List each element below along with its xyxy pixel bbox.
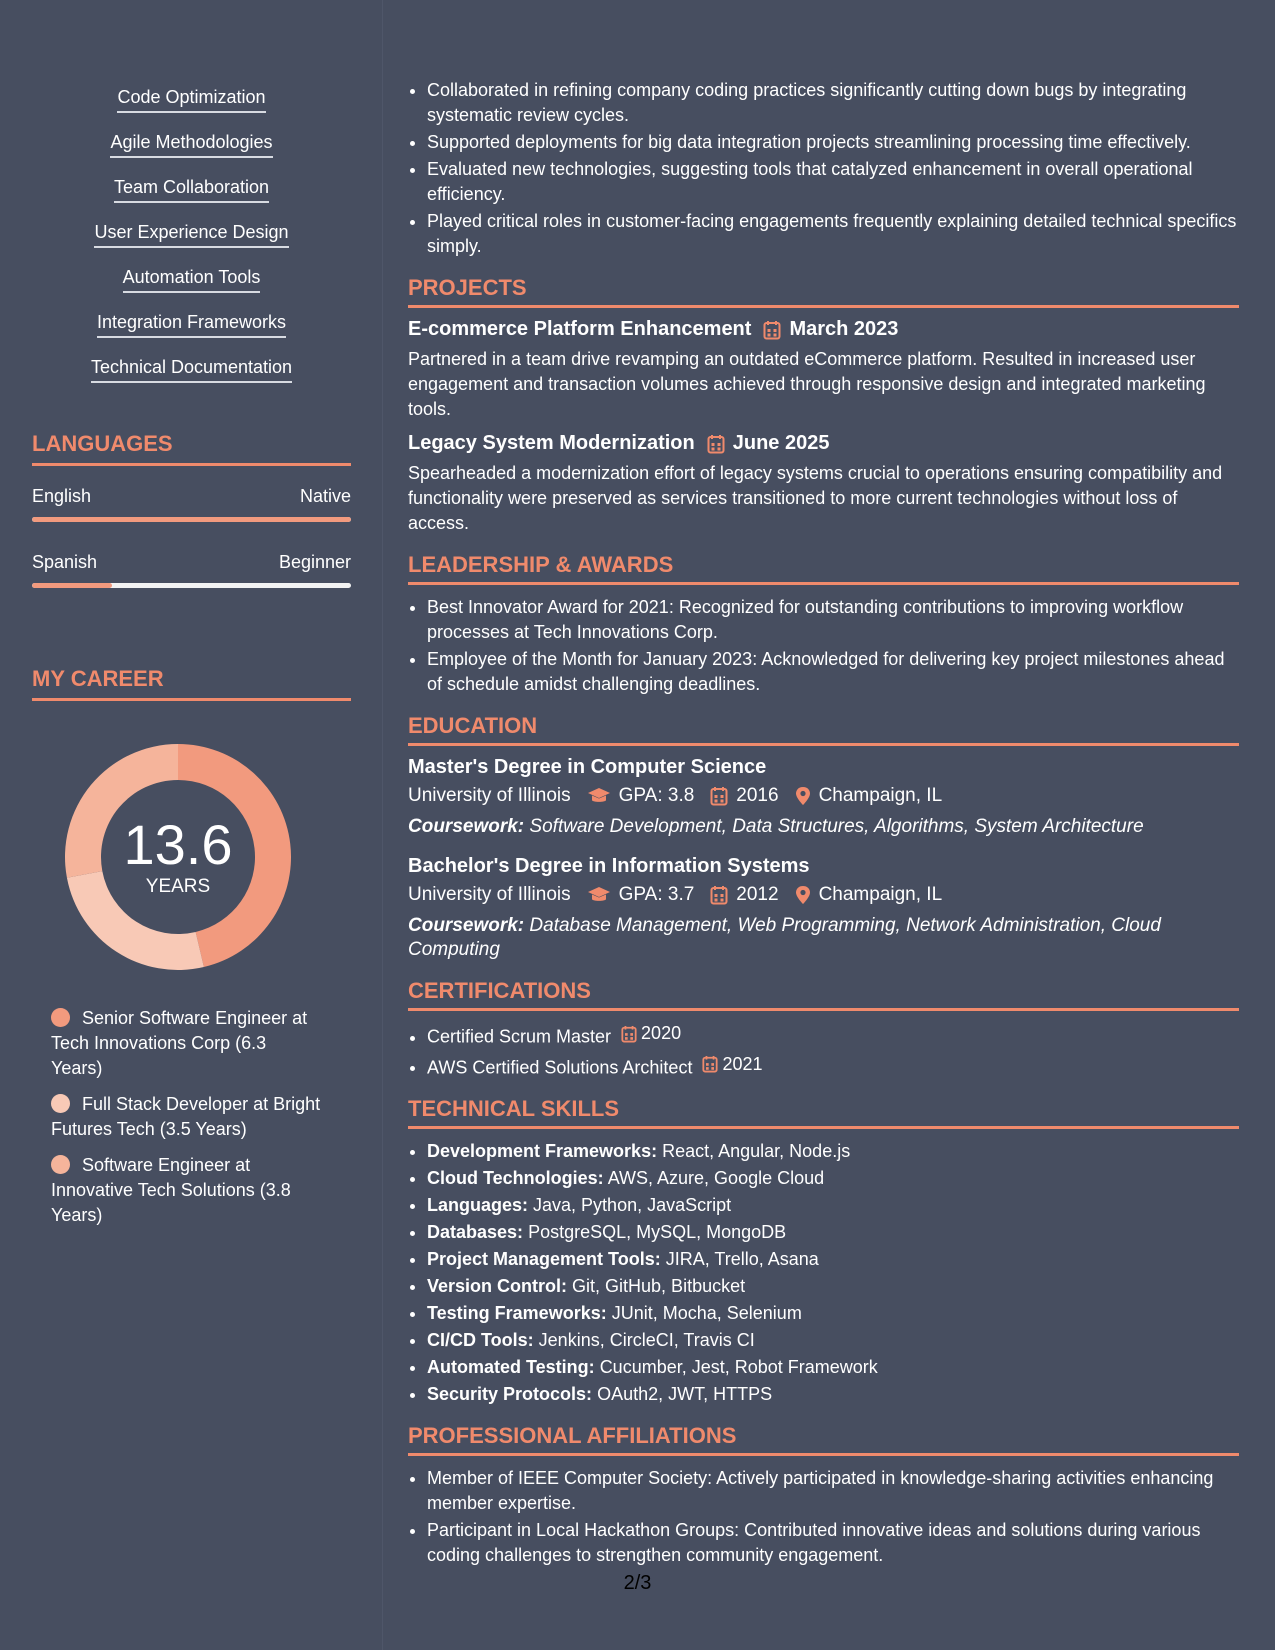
main-content bbox=[408, 78, 1239, 1570]
skill-label: Languages: bbox=[427, 1195, 529, 1215]
skill-label: Automated Testing: bbox=[427, 1357, 595, 1377]
legend-dot bbox=[51, 1155, 70, 1174]
calendar-icon bbox=[710, 885, 728, 905]
technical-skills-title: TECHNICAL SKILLS bbox=[408, 1096, 1239, 1129]
skill-label: Version Control: bbox=[427, 1276, 568, 1296]
skill-value: Java, Python, JavaScript bbox=[533, 1195, 732, 1215]
experience-bullets bbox=[408, 78, 1239, 259]
list-item bbox=[427, 1382, 1239, 1407]
education-item bbox=[408, 756, 1239, 839]
calendar-icon bbox=[702, 1055, 718, 1073]
list-item: • Evaluated new technologies, suggesting tools that catalyzed enhancement in overall operational efficiency. bbox=[427, 157, 1239, 207]
graduation-year: 2012 bbox=[736, 884, 779, 905]
cert-year: 2021 bbox=[722, 1053, 763, 1074]
location: Champaign, IL bbox=[818, 884, 943, 905]
career-total: 13.6 bbox=[123, 813, 233, 876]
skill-label: Development Frameworks: bbox=[427, 1141, 658, 1161]
gpa: GPA: 3.8 bbox=[618, 785, 695, 806]
skill-tag: User Experience Design bbox=[94, 221, 288, 248]
language-bar-fill bbox=[32, 583, 112, 588]
list-item bbox=[427, 1355, 1239, 1380]
skills-list bbox=[32, 86, 351, 401]
skill-value: AWS, Azure, Google Cloud bbox=[607, 1168, 825, 1188]
list-item bbox=[427, 1301, 1239, 1326]
list-item: • Supported deployments for big data integration projects streamlining processing time effectively. bbox=[427, 130, 1239, 155]
legend-dot bbox=[51, 1008, 70, 1027]
career-title: MY CAREER bbox=[32, 666, 351, 701]
legend-label: Full Stack Developer at Bright Futures Tech (3.5 Years) bbox=[51, 1094, 321, 1139]
map-pin-icon bbox=[795, 786, 811, 806]
career-legend-item bbox=[51, 1006, 321, 1081]
skill-label: Databases: bbox=[427, 1222, 524, 1242]
skill-value: JUnit, Mocha, Selenium bbox=[611, 1303, 802, 1323]
graduation-year: 2016 bbox=[736, 785, 779, 806]
sidebar bbox=[32, 0, 351, 1239]
skill-label: Testing Frameworks: bbox=[427, 1303, 607, 1323]
career-legend-item bbox=[51, 1153, 321, 1228]
language-bar bbox=[32, 517, 351, 522]
career-donut-chart bbox=[65, 744, 291, 970]
cert-name: AWS Certified Solutions Architect bbox=[427, 1057, 693, 1077]
column-divider bbox=[382, 0, 383, 1650]
skill-tag: Automation Tools bbox=[123, 266, 261, 293]
project-name: E-commerce Platform Enhancement bbox=[408, 318, 752, 340]
project-date: March 2023 bbox=[789, 318, 899, 340]
skill-label: Cloud Technologies: bbox=[427, 1168, 604, 1188]
graduation-cap-icon bbox=[587, 787, 611, 805]
skill-tag: Integration Frameworks bbox=[97, 311, 286, 338]
coursework-label: Coursework: bbox=[408, 915, 525, 936]
language-level: Native bbox=[299, 486, 351, 506]
project-item bbox=[408, 432, 1239, 536]
map-pin-icon bbox=[795, 885, 811, 905]
leadership-list bbox=[408, 595, 1239, 697]
list-item bbox=[427, 1021, 1239, 1050]
list-item: • Played critical roles in customer-facing engagements frequently explaining detailed technical specifics simply. bbox=[427, 209, 1239, 259]
project-date: June 2025 bbox=[732, 432, 830, 454]
career-legend-item bbox=[51, 1092, 321, 1142]
language-level: Beginner bbox=[278, 552, 351, 572]
coursework: Software Development, Data Structures, Algorithms, System Architecture bbox=[529, 816, 1144, 837]
cert-year: 2020 bbox=[641, 1023, 682, 1043]
skill-tag: Team Collaboration bbox=[114, 176, 269, 203]
project-description: Partnered in a team drive revamping an outdated eCommerce platform. Resulted in increased user engagement and transaction volumes achieved through responsive design and integrated marketing tools. bbox=[408, 349, 1206, 419]
legend-label: Software Engineer at Innovative Tech Solutions (3.8 Years) bbox=[51, 1155, 291, 1225]
list-item: • Employee of the Month for January 2023: Acknowledged for delivering key project milestones ahead of schedule amidst challenging deadlines. bbox=[427, 647, 1239, 697]
project-description: Spearheaded a modernization effort of legacy systems crucial to operations ensuring compatibility and functionality were preserved as services transitioned to more current technologies without loss of access. bbox=[408, 463, 1223, 533]
list-item bbox=[427, 1166, 1239, 1191]
skill-value: Jenkins, CircleCI, Travis CI bbox=[538, 1330, 755, 1350]
legend-label: Senior Software Engineer at Tech Innovations Corp (6.3 Years) bbox=[51, 1008, 308, 1078]
language-english bbox=[32, 486, 351, 522]
skill-label: Project Management Tools: bbox=[427, 1249, 661, 1269]
education-title: EDUCATION bbox=[408, 713, 1239, 746]
school-name: University of Illinois bbox=[408, 785, 571, 806]
certifications-list bbox=[408, 1021, 1239, 1080]
language-bar-fill bbox=[32, 517, 351, 522]
certifications-title: CERTIFICATIONS bbox=[408, 978, 1239, 1011]
list-item bbox=[427, 1274, 1239, 1299]
skill-label: Security Protocols: bbox=[427, 1384, 593, 1404]
education-item bbox=[408, 855, 1239, 962]
skill-value: OAuth2, JWT, HTTPS bbox=[597, 1384, 773, 1404]
school-name: University of Illinois bbox=[408, 884, 571, 905]
language-name: Spanish bbox=[32, 552, 98, 572]
skill-value: Git, GitHub, Bitbucket bbox=[572, 1276, 746, 1296]
calendar-icon bbox=[707, 434, 725, 454]
language-name: English bbox=[32, 486, 92, 506]
languages-title: LANGUAGES bbox=[32, 431, 351, 466]
project-item bbox=[408, 318, 1239, 422]
affiliations-list bbox=[408, 1466, 1239, 1568]
technical-skills-list bbox=[408, 1139, 1239, 1407]
list-item bbox=[427, 1193, 1239, 1218]
skill-value: PostgreSQL, MySQL, MongoDB bbox=[528, 1222, 787, 1242]
affiliations-title: PROFESSIONAL AFFILIATIONS bbox=[408, 1423, 1239, 1456]
language-spanish bbox=[32, 552, 351, 588]
project-name: Legacy System Modernization bbox=[408, 432, 695, 454]
skill-tag: Technical Documentation bbox=[91, 356, 292, 383]
language-bar bbox=[32, 583, 351, 588]
career-legend bbox=[51, 1006, 321, 1228]
skill-value: Cucumber, Jest, Robot Framework bbox=[599, 1357, 878, 1377]
skill-tag: Agile Methodologies bbox=[110, 131, 272, 158]
list-item: • Collaborated in refining company coding practices significantly cutting down bugs by integrating systematic review cycles. bbox=[427, 78, 1239, 128]
gpa: GPA: 3.7 bbox=[618, 884, 695, 905]
page-number: 2/3 bbox=[623, 1572, 652, 1594]
degree-title: Bachelor's Degree in Information Systems bbox=[408, 855, 810, 877]
list-item bbox=[427, 1139, 1239, 1164]
cert-name: Certified Scrum Master bbox=[427, 1026, 612, 1047]
skill-value: JIRA, Trello, Asana bbox=[665, 1249, 819, 1269]
career-unit: YEARS bbox=[145, 876, 211, 897]
list-item: • Best Innovator Award for 2021: Recognized for outstanding contributions to improving workflow processes at Tech Innovations Corp. bbox=[427, 595, 1239, 645]
list-item bbox=[427, 1328, 1239, 1353]
skill-label: CI/CD Tools: bbox=[427, 1330, 534, 1350]
leadership-title: LEADERSHIP & AWARDS bbox=[408, 552, 1239, 585]
legend-dot bbox=[51, 1094, 70, 1113]
skill-tag: Code Optimization bbox=[117, 86, 265, 113]
coursework: Database Management, Web Programming, Network Administration, Cloud Computing bbox=[408, 915, 1161, 960]
degree-title: Master's Degree in Computer Science bbox=[408, 756, 767, 778]
list-item bbox=[427, 1220, 1239, 1245]
calendar-icon bbox=[763, 320, 781, 340]
calendar-icon bbox=[621, 1025, 637, 1043]
location: Champaign, IL bbox=[818, 785, 943, 806]
list-item bbox=[427, 1247, 1239, 1272]
list-item: • Member of IEEE Computer Society: Actively participated in knowledge-sharing activities enhancing member expertise. bbox=[427, 1466, 1239, 1516]
graduation-cap-icon bbox=[587, 886, 611, 904]
coursework-label: Coursework: bbox=[408, 816, 525, 837]
projects-title: PROJECTS bbox=[408, 275, 1239, 308]
skill-value: React, Angular, Node.js bbox=[662, 1141, 851, 1161]
list-item bbox=[427, 1052, 1239, 1081]
calendar-icon bbox=[710, 786, 728, 806]
list-item: • Participant in Local Hackathon Groups: Contributed innovative ideas and solutions during various coding challenges to strengthen community engagement. bbox=[427, 1518, 1239, 1568]
